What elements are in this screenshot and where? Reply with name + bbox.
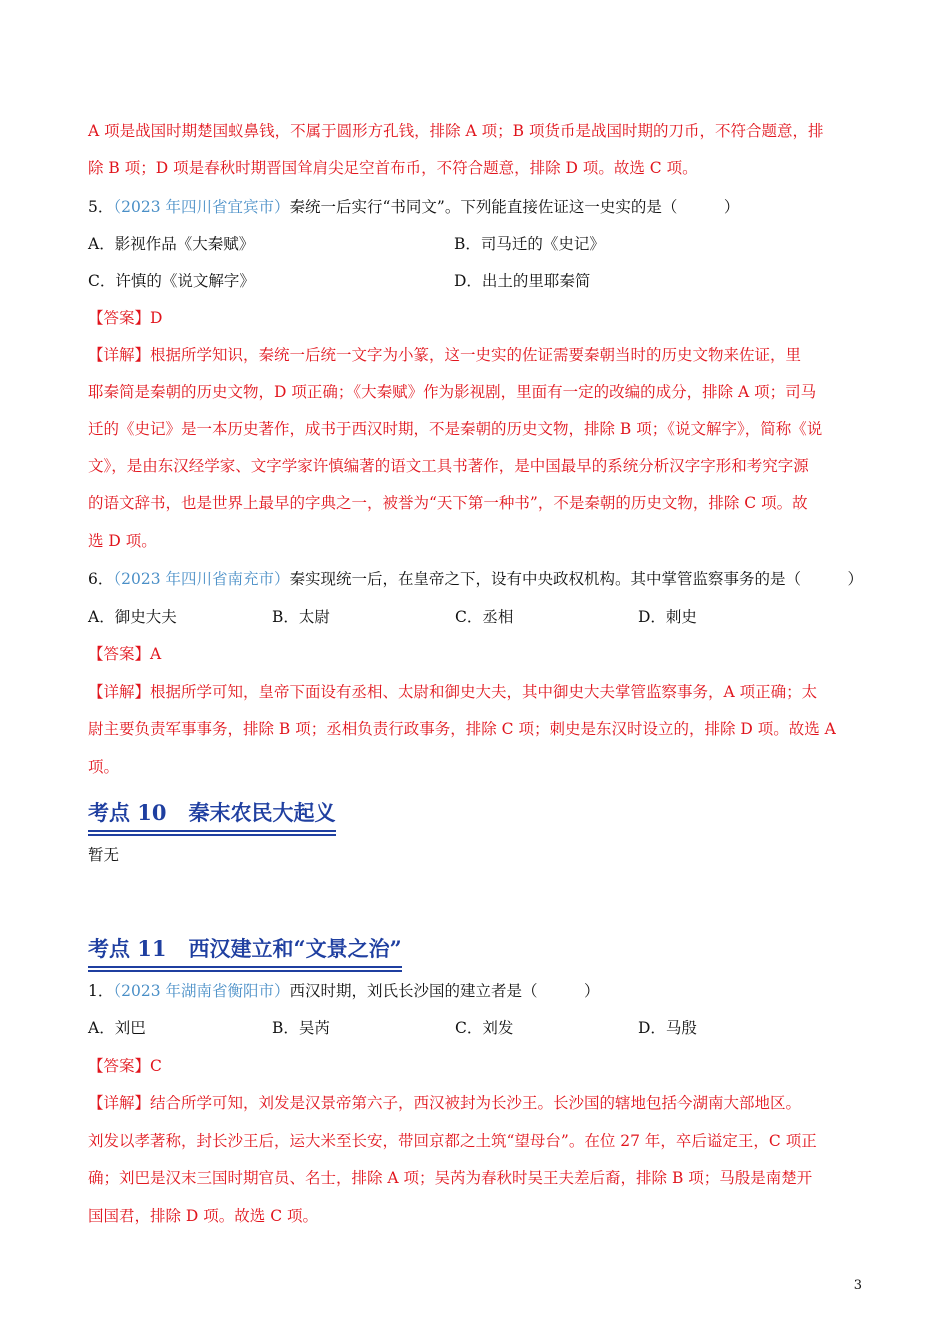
option-c: C．许慎的《说文解字》 bbox=[88, 272, 255, 290]
explanation-line: 迁的《史记》是一本历史著作，成书于西汉时期，不是秦朝的历史文物，排除 B 项；《说文解字》，简称《说 bbox=[88, 420, 823, 438]
option-c: C．丞相 bbox=[455, 608, 514, 626]
question-5-stem: 5．（2023 年四川省宜宾市）秦统一后实行“书同文”。下列能直接佐证这一史实的是（ ） bbox=[88, 198, 740, 216]
explanation-line: 耶秦简是秦朝的历史文物，D 项正确；《大秦赋》作为影视剧，里面有一定的改编的成分，排除 A 项；司马 bbox=[88, 383, 817, 401]
explanation-line: 确；刘巴是汉末三国时期官员、名士，排除 A 项；吴芮为春秋时吴王夫差后裔，排除 B 项；马殷是南楚开 bbox=[88, 1169, 813, 1187]
explanation-line: 【详解】根据所学知识，秦统一后统一文字为小篆，这一史实的佐证需要秦朝当时的历史文物来佐证，里 bbox=[88, 346, 802, 364]
section-heading-10: 考点 10 秦末农民大起义 bbox=[88, 797, 336, 827]
option-a: A．御史大夫 bbox=[88, 608, 177, 626]
option-b: B．司马迁的《史记》 bbox=[454, 235, 605, 253]
page-number: 3 bbox=[853, 1278, 862, 1293]
option-b: B．吴芮 bbox=[272, 1019, 330, 1037]
explanation-line: 选 D 项。 bbox=[88, 532, 157, 550]
answer: 【答案】C bbox=[88, 1057, 162, 1075]
section-10-content: 暂无 bbox=[88, 846, 120, 864]
explanation-line: 刘发以孝著称，封长沙王后，运大米至长安，带回京都之土筑“望母台”。在位 27 年，卒后谥定王，C 项正 bbox=[88, 1132, 817, 1150]
explanation-line: 项。 bbox=[88, 758, 120, 776]
explanation-line: 尉主要负责军事事务，排除 B 项；丞相负责行政事务，排除 C 项；刺史是东汉时设立的，排除 D 项。故选 A bbox=[88, 720, 836, 738]
question-source: （2023 年湖南省衡阳市） bbox=[113, 982, 290, 1000]
explanation-line: 除 B 项；D 项是春秋时期晋国耸肩尖足空首布币，不符合题意，排除 D 项。故选 C 项。 bbox=[88, 159, 698, 177]
option-a: A．影视作品《大秦赋》 bbox=[88, 235, 255, 253]
explanation-line: 的语文辞书，也是世界上最早的字典之一，被誉为“天下第一种书”，不是秦朝的历史文物，排除 C 项。故 bbox=[88, 494, 808, 512]
explanation-line: A 项是战国时期楚国蚁鼻钱，不属于圆形方孔钱，排除 A 项；B 项货币是战国时期的刀币，不符合题意，排 bbox=[88, 122, 824, 140]
answer: 【答案】D bbox=[88, 309, 163, 327]
explanation-line: 【详解】根据所学可知，皇帝下面设有丞相、太尉和御史大夫，其中御史大夫掌管监察事务，A 项正确；太 bbox=[88, 683, 818, 701]
explanation-line: 国国君，排除 D 项。故选 C 项。 bbox=[88, 1207, 318, 1225]
explanation-line: 【详解】结合所学可知，刘发是汉景帝第六子，西汉被封为长沙王。长沙国的辖地包括今湖南大部地区。 bbox=[88, 1094, 802, 1112]
question-1-stem: 1．（2023 年湖南省衡阳市）西汉时期，刘氏长沙国的建立者是（ ） bbox=[88, 982, 600, 1000]
question-source: （2023 年四川省南充市） bbox=[113, 570, 290, 588]
option-d: D．马殷 bbox=[638, 1019, 697, 1037]
section-heading-11: 考点 11 西汉建立和“文景之治” bbox=[88, 933, 402, 963]
option-b: B．太尉 bbox=[272, 608, 330, 626]
option-c: C．刘发 bbox=[455, 1019, 514, 1037]
option-d: D．出土的里耶秦简 bbox=[454, 272, 591, 290]
answer: 【答案】A bbox=[88, 645, 162, 663]
question-source: （2023 年四川省宜宾市） bbox=[113, 198, 290, 216]
option-a: A．刘巴 bbox=[88, 1019, 146, 1037]
option-d: D．刺史 bbox=[638, 608, 697, 626]
explanation-line: 文》，是由东汉经学家、文字学家许慎编著的语文工具书著作，是中国最早的系统分析汉字字形和考究字源 bbox=[88, 457, 809, 475]
question-6-stem: 6．（2023 年四川省南充市）秦实现统一后，在皇帝之下，设有中央政权机构。其中掌管监察事务的是（ ） bbox=[88, 570, 864, 588]
